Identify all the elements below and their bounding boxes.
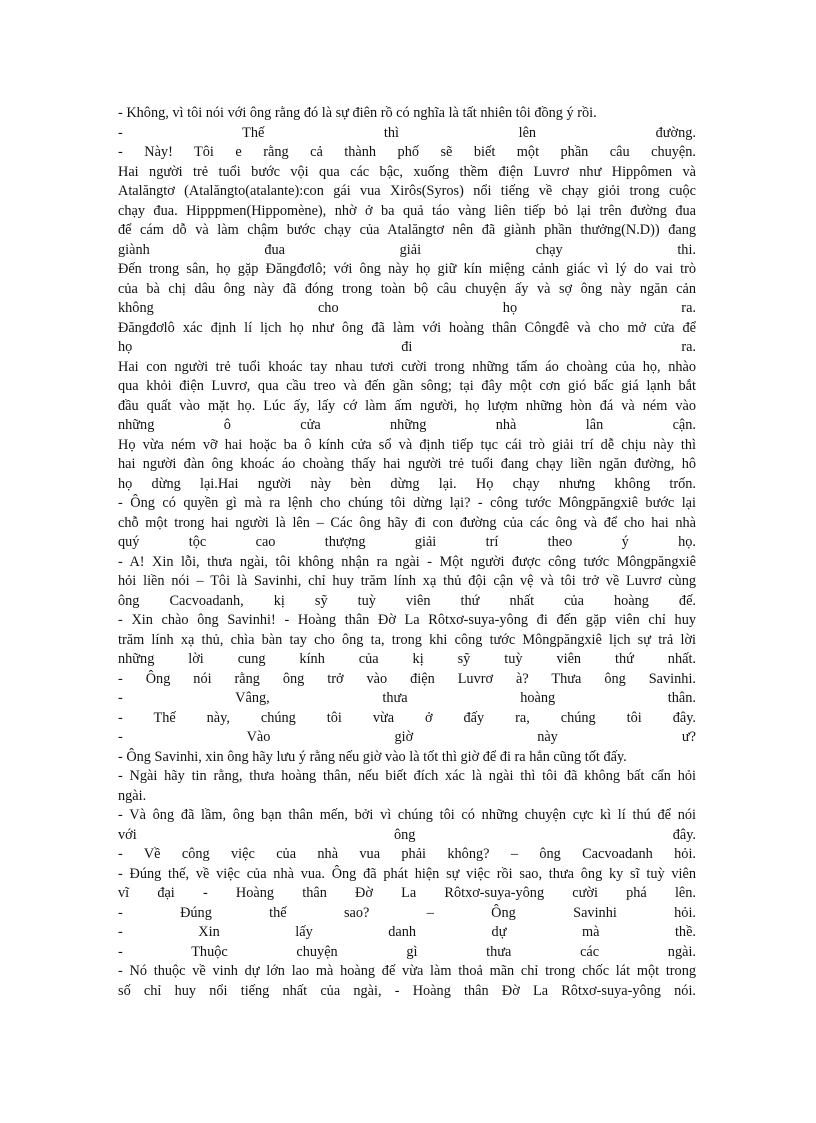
text-line: - Thế này, chúng tôi vừa ở đấy ra, chúng tôi đây.	[118, 709, 696, 726]
text-line: chỗ một trong hai người là lên – Các ông hãy đi con đường của các ông và để cho hai nhà	[118, 514, 696, 531]
text-line: để cám dỗ và làm chậm bước chạy của Atalăngtơ nên đã giành phần thưởng(N.D)) đang	[118, 222, 696, 238]
text-line: - Này! Tôi e rằng cả thành phố sẽ biết một phần câu chuyện.	[118, 144, 696, 160]
text-line: - Xin chào ông Savinhi! - Hoàng thân Đờ La Rôtxơ-suya-yông đi đến gặp viên chỉ huy	[118, 612, 696, 628]
text-line: không cho họ ra.	[118, 300, 696, 316]
text-line: - Thế thì lên đường.	[118, 124, 696, 141]
text-line: - A! Xin lỗi, thưa ngài, tôi không nhận ra ngài - Một người được công tước Môngpăngxiê	[118, 553, 696, 570]
text-line: - Thuộc chuyện gì thưa các ngài.	[118, 943, 696, 960]
text-line: vĩ đại - Hoàng thân Đờ La Rôtxơ-suya-yông cười phá lên.	[118, 885, 696, 901]
text-line: của bà chị dâu ông này đã đóng trong toàn bộ câu chuyện ấy và sợ ông này ngăn cản	[118, 280, 696, 297]
text-line: - Ông nói rằng ông trở vào điện Luvrơ à? Thưa ông Savinhi.	[118, 670, 696, 687]
text-line: hai người đàn ông khoác áo choàng thấy hai người trẻ tuổi đang chạy liền ngăn đường, hô	[118, 456, 696, 472]
text-line: - Vâng, thưa hoàng thân.	[118, 690, 696, 706]
text-line: giành đua giải chạy thi.	[118, 241, 696, 258]
text-line: - Ngài hãy tin rằng, thưa hoàng thân, nếu biết đích xác là ngài thì tôi đã không bất cẩn hỏi	[118, 768, 696, 784]
text-line: quý tộc cao thượng giải trí theo ý họ.	[118, 534, 696, 550]
text-line: ngài.	[118, 787, 147, 804]
text-line: với ông đây.	[118, 826, 696, 843]
text-line: Đăngđơlô xác định lí lịch họ như ông đã làm với hoàng thân Côngđê và cho mở cửa để	[118, 319, 696, 336]
text-line: chạy đua. Hipppmen(Hippomène), nhờ ở ba quả táo vàng liên tiếp bỏ lại trên đường đua	[118, 202, 696, 219]
text-line: Đến trong sân, họ gặp Đăngđơlô; với ông này họ giữ kín miệng cảnh giác vì lý do vai trò	[118, 261, 696, 277]
document-body	[118, 104, 696, 1001]
text-line: ông Cacvoadanh, kị sỹ tuỳ viên thứ nhất của hoàng đế.	[118, 592, 696, 609]
text-line: qua khỏi điện Luvrơ, qua cầu treo và đến gần sông; tại đây một cơn gió bấc giá lạnh bắt	[118, 378, 696, 394]
text-line: hỏi liền nói – Tôi là Savinhi, chỉ huy trăm lính xạ thủ đội cận vệ và tôi trở về Luvrơ cùng	[118, 573, 696, 589]
text-line: - Đúng thế, về việc của nhà vua. Ông đã phát hiện sự việc rồi sao, thưa ông ky sĩ tuỳ viên	[118, 865, 696, 882]
text-line: - Vào giờ này ư?	[118, 729, 696, 745]
text-line: - Ông Savinhi, xin ông hãy lưu ý rằng nếu giờ vào là tốt thì giờ để đi ra hẳn cũng tốt đấy.	[118, 748, 627, 765]
text-line: - Nó thuộc về vinh dự lớn lao mà hoàng đế vừa làm thoả mãn chỉ trong chốc lát một trong	[118, 963, 696, 979]
text-line: trăm lính xạ thủ, chìa bàn tay cho ông ta, trong khi công tước Môngpăngxiê lịch sự trả lời	[118, 631, 696, 648]
text-line: họ dừng lại.Hai người này bèn dừng lại. Họ chạy nhưng không trốn.	[118, 475, 696, 492]
text-line: những ô cửa những nhà lân cận.	[118, 417, 696, 433]
text-line: số chỉ huy nổi tiếng nhất của ngài, - Hoàng thân Đờ La Rôtxơ-suya-yông nói.	[118, 982, 696, 999]
text-line: đầu quất vào mặt họ. Lúc ấy, lấy cớ làm ấm người, họ lượm những hòn đá và ném vào	[118, 397, 696, 414]
text-line: Atalăngtơ (Atalăngto(atalante):con gái vua Xirôs(Syros) nổi tiếng về chạy giỏi trong cuộc	[118, 183, 696, 199]
text-line: - Ông có quyền gì mà ra lệnh cho chúng tôi dừng lại? - công tước Môngpăngxiê bước lại	[118, 495, 696, 511]
text-line: Họ vừa ném vỡ hai hoặc ba ô kính cửa sổ và định tiếp tục cái trò giải trí dễ chịu này thì	[118, 436, 696, 453]
text-line: - Đúng thế sao? – Ông Savinhi hỏi.	[118, 904, 696, 921]
text-line: Hai con người trẻ tuổi khoác tay nhau tươi cười trong những tấm áo choàng của họ, nhào	[118, 358, 696, 375]
text-line: - Xin lấy danh dự mà thề.	[118, 924, 696, 940]
text-line: Hai người trẻ tuổi bước vội qua các bậc, xuống thềm điện Luvrơ như Hippômen và	[118, 163, 696, 180]
text-line: họ đi ra.	[118, 339, 696, 355]
text-line: những lời cung kính của kị sỹ tuỳ viên thứ nhất.	[118, 651, 696, 667]
text-line: - Về công việc của nhà vua phải không? – ông Cacvoadanh hỏi.	[118, 846, 696, 862]
text-line: - Và ông đã lầm, ông bạn thân mến, bởi vì chúng tôi có những chuyện cực kì lí thú để nói	[118, 807, 696, 823]
text-line: - Không, vì tôi nói với ông rằng đó là sự điên rồ có nghĩa là tất nhiên tôi đồng ý rồi.	[118, 105, 597, 121]
